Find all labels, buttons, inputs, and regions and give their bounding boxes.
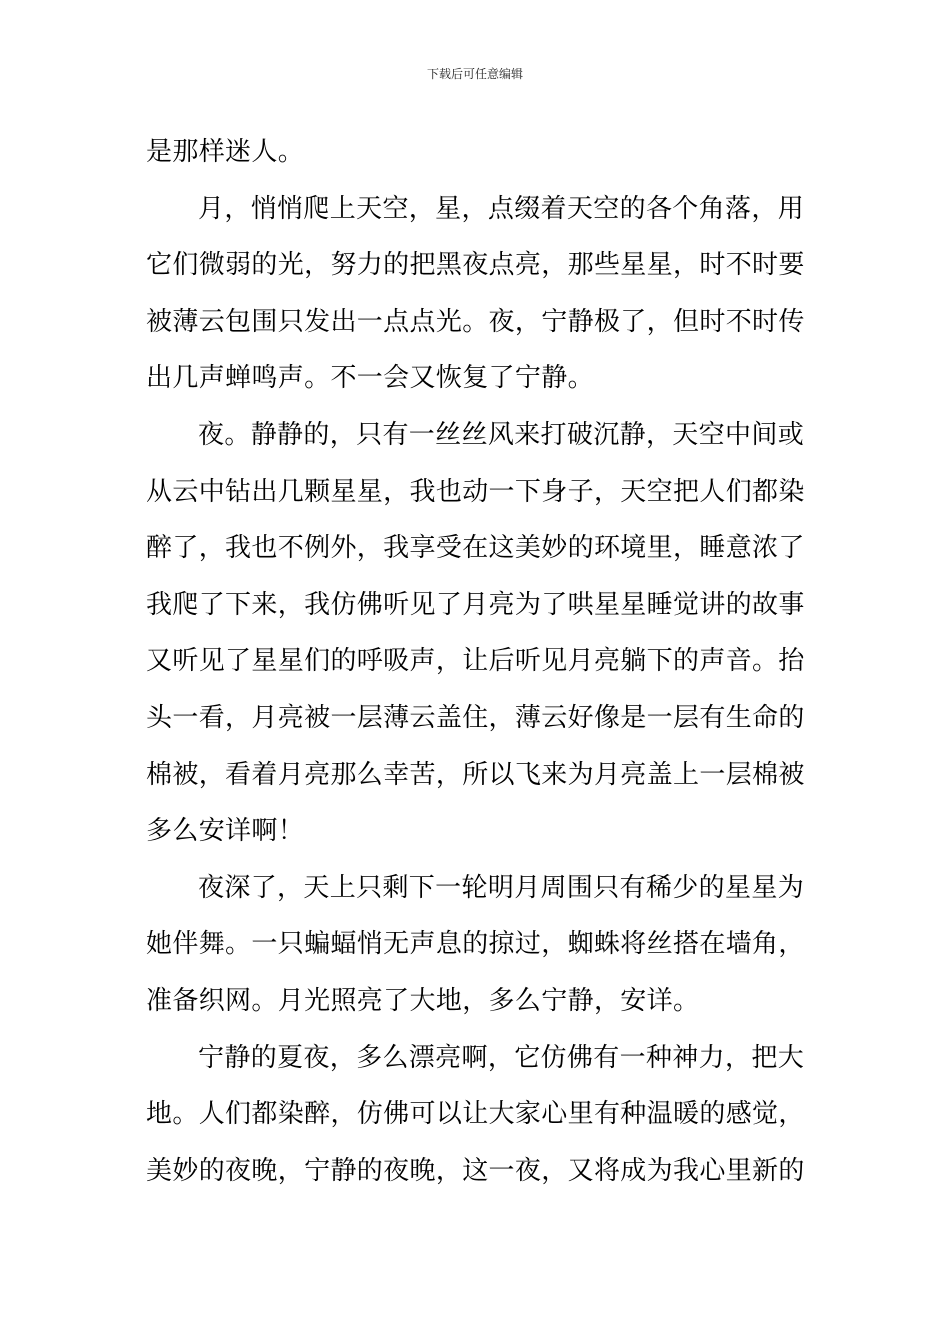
text-line: 月，悄悄爬上天空，星，点缀着天空的各个角落，用 [198, 193, 805, 224]
text-line: 宁静的夏夜，多么漂亮啊，它仿佛有一种神力，把大 [198, 1042, 805, 1073]
text-line: 被薄云包围只发出一点点光。夜，宁静极了，但时不时传 [146, 306, 805, 337]
text-line: 多么安详啊！ [146, 816, 305, 847]
text-line: 地。人们都染醉，仿佛可以让大家心里有种温暖的感觉， [146, 1099, 805, 1130]
text-line: 出几声蝉鸣声。不一会又恢复了宁静。 [146, 363, 594, 394]
text-line: 又听见了星星们的呼吸声，让后听见月亮躺下的声音。抬 [146, 646, 805, 677]
text-line: 是那样迷人。 [146, 137, 305, 167]
text-line: 它们微弱的光，努力的把黑夜点亮，那些星星，时不时要 [146, 250, 805, 281]
text-line: 我爬了下来，我仿佛听见了月亮为了哄星星睡觉讲的故事 [146, 589, 805, 620]
text-line: 醉了，我也不例外，我享受在这美妙的环境里，睡意浓了 [146, 533, 805, 564]
text-line: 棉被，看着月亮那么幸苦，所以飞来为月亮盖上一层棉被 [146, 759, 805, 790]
page-header: 下载后可任意编辑 [426, 67, 523, 81]
document-body [146, 124, 810, 1199]
text-line: 从云中钻出几颗星星，我也动一下身子，天空把人们都染 [146, 476, 805, 507]
text-line: 她伴舞。一只蝙蝠悄无声息的掠过，蜘蛛将丝搭在墙角， [146, 929, 805, 960]
text-line: 准备织网。月光照亮了大地，多么宁静，安详。 [146, 985, 700, 1016]
text-line: 夜。静静的，只有一丝丝风来打破沉静，天空中间或 [198, 419, 805, 450]
text-line: 夜深了，天上只剩下一轮明月周围只有稀少的星星为 [198, 872, 805, 903]
text-line: 头一看，月亮被一层薄云盖住，薄云好像是一层有生命的 [146, 702, 805, 733]
text-line: 美妙的夜晚，宁静的夜晚，这一夜，又将成为我心里新的 [146, 1155, 805, 1186]
